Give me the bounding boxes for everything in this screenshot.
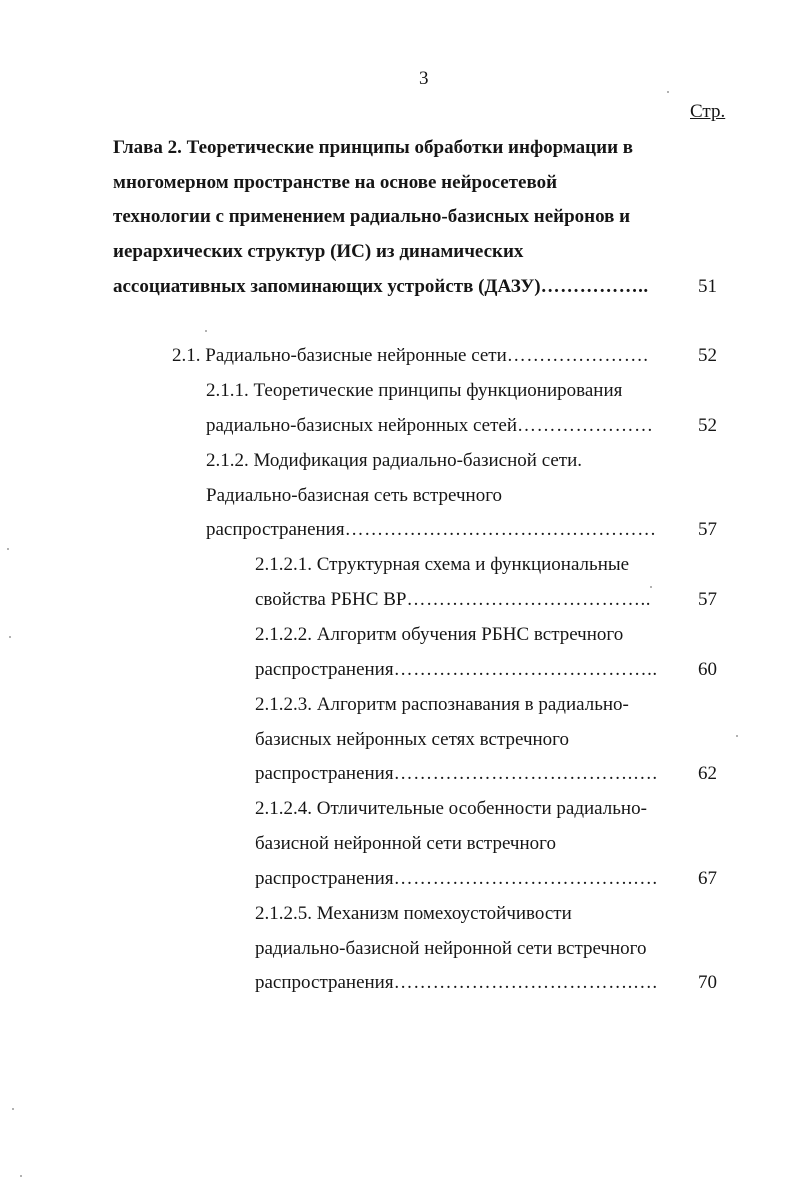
chapter-page-ref: 51 <box>698 276 717 297</box>
subsubsection-title-line: 2.1.2.4. Отличительные особенности радиально- <box>255 798 647 819</box>
subsubsection-title-line <box>255 971 658 995</box>
subsection-page-ref: 52 <box>698 415 717 436</box>
page-column-heading: Стр. <box>690 101 726 122</box>
section-title-text: 2.1. Радиально-базисные нейронные сети <box>172 345 507 366</box>
dot-leader: ……………………………….. <box>406 589 651 610</box>
subsubsection-title-line: базисной нейронной сети встречного <box>255 833 556 854</box>
subsubsection-title-text: свойства РБНС ВР <box>255 589 407 610</box>
scan-speck <box>20 1175 22 1177</box>
page-number: 3 <box>419 68 429 89</box>
subsection-title-text: радиально-базисных нейронных сетей <box>206 415 518 436</box>
dot-leader: …………….. <box>540 276 649 297</box>
chapter-title-line: иерархических структур (ИС) из динамических <box>113 241 524 262</box>
chapter-title-line: технологии с применением радиально-базисных нейронов и <box>113 206 631 227</box>
dot-leader: ……………………………….…. <box>393 868 658 889</box>
scan-speck <box>667 91 669 93</box>
dot-leader: …………………. <box>506 345 649 366</box>
subsubsection-page-ref: 70 <box>698 972 717 993</box>
scan-speck <box>205 330 207 332</box>
subsection-title-line: 2.1.1. Теоретические принципы функционирования <box>206 380 623 401</box>
dot-leader: ………………………………….. <box>393 659 658 680</box>
subsubsection-title-line <box>255 867 658 891</box>
subsubsection-page-ref: 57 <box>698 589 717 610</box>
dot-leader: ……………………………….…. <box>393 763 658 784</box>
chapter-title-text: ассоциативных запоминающих устройств (ДАЗУ) <box>113 276 541 297</box>
scan-speck <box>12 1108 14 1110</box>
subsubsection-title-line <box>255 588 651 612</box>
subsubsection-title-line <box>255 762 658 786</box>
subsubsection-title-line: 2.1.2.1. Структурная схема и функциональные <box>255 554 630 575</box>
subsubsection-title-line <box>255 658 658 682</box>
section-page-ref: 52 <box>698 345 717 366</box>
subsection-title-text: распространения <box>206 519 345 540</box>
chapter-title-line <box>113 275 649 299</box>
scan-speck <box>736 735 738 737</box>
dot-leader: ………………………………………… <box>344 519 657 540</box>
subsubsection-title-line: радиально-базисной нейронной сети встречного <box>255 938 647 959</box>
subsubsection-title-line: базисных нейронных сетях встречного <box>255 729 569 750</box>
subsubsection-page-ref: 60 <box>698 659 717 680</box>
subsection-title-line <box>206 414 654 438</box>
subsubsection-page-ref: 67 <box>698 868 717 889</box>
subsubsection-title-line: 2.1.2.2. Алгоритм обучения РБНС встречного <box>255 624 624 645</box>
subsubsection-title-text: распространения <box>255 763 394 784</box>
subsubsection-title-text: распространения <box>255 659 394 680</box>
subsubsection-title-text: распространения <box>255 972 394 993</box>
scan-speck <box>7 548 9 550</box>
scan-speck <box>650 586 652 588</box>
subsection-title-line: Радиально-базисная сеть встречного <box>206 485 503 506</box>
dot-leader: ………………… <box>517 415 654 436</box>
scan-speck <box>9 636 11 638</box>
chapter-title-line: многомерном пространстве на основе нейросетевой <box>113 172 558 193</box>
subsection-page-ref: 57 <box>698 519 717 540</box>
subsubsection-title-line: 2.1.2.3. Алгоритм распознавания в радиально- <box>255 694 629 715</box>
subsubsection-page-ref: 62 <box>698 763 717 784</box>
section-title-line <box>172 344 649 368</box>
subsubsection-title-text: распространения <box>255 868 394 889</box>
subsection-title-line <box>206 518 657 542</box>
chapter-title-line: Глава 2. Теоретические принципы обработки информации в <box>113 137 634 158</box>
dot-leader: ……………………………….…. <box>393 972 658 993</box>
subsubsection-title-line: 2.1.2.5. Механизм помехоустойчивости <box>255 903 572 924</box>
subsection-title-line: 2.1.2. Модификация радиально-базисной сети. <box>206 450 583 471</box>
